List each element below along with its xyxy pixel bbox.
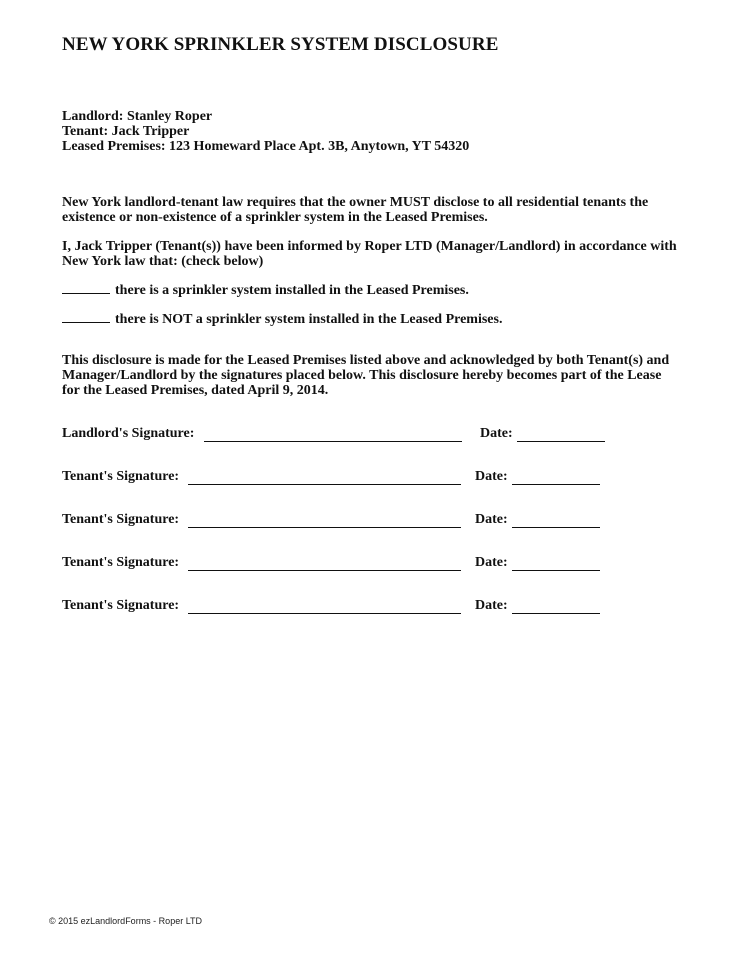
tenant-signature-row <box>62 469 622 487</box>
document-title: NEW YORK SPRINKLER SYSTEM DISCLOSURE <box>62 34 499 55</box>
tenant-signature-row <box>62 512 622 530</box>
tenant-signature-row <box>62 598 622 616</box>
signature-label: Tenant's Signature: <box>62 469 180 484</box>
disclosure-paragraph: This disclosure is made for the Leased Premises listed above and acknowledged by both Tenant(s) and Manager/Landlord by the signatures placed below. This disclosure hereby becomes part of the Lease for the Leased Premises, dated April 9, 2014. <box>62 353 670 398</box>
sprinkler-not-installed-option <box>62 312 502 328</box>
law-paragraph: New York landlord-tenant law requires that the owner MUST disclose to all residential tenants the existence or non-existence of a sprinkler system in the Leased Premises. <box>62 195 649 225</box>
tenant-signature-line[interactable] <box>188 613 461 614</box>
signature-label: Tenant's Signature: <box>62 555 180 570</box>
date-label: Date: <box>475 555 508 570</box>
date-label: Date: <box>480 426 513 441</box>
copyright-footer: © 2015 ezLandlordForms - Roper LTD <box>49 916 203 926</box>
parties-block <box>62 109 469 154</box>
tenant-signature-line[interactable] <box>188 527 461 528</box>
date-label: Date: <box>475 512 508 527</box>
tenant-date-line[interactable] <box>512 613 600 614</box>
tenant-date-line[interactable] <box>512 484 600 485</box>
landlord-signature-row <box>62 426 622 444</box>
date-label: Date: <box>475 469 508 484</box>
tenant-name: Tenant: Jack Tripper <box>62 124 190 139</box>
tenant-signature-row <box>62 555 622 573</box>
signature-label: Tenant's Signature: <box>62 512 180 527</box>
tenant-signature-line[interactable] <box>188 570 461 571</box>
signature-label: Landlord's Signature: <box>62 426 195 441</box>
check-blank-not-installed[interactable] <box>62 312 110 323</box>
landlord-signature-line[interactable] <box>204 441 462 442</box>
signature-label: Tenant's Signature: <box>62 598 180 613</box>
tenant-date-line[interactable] <box>512 570 600 571</box>
date-label: Date: <box>475 598 508 613</box>
informed-paragraph: I, Jack Tripper (Tenant(s)) have been informed by Roper LTD (Manager/Landlord) in accordance with New York law that: (check below) <box>62 239 677 269</box>
check-blank-installed[interactable] <box>62 283 110 294</box>
option-installed-text: there is a sprinkler system installed in the Leased Premises. <box>115 283 469 298</box>
leased-premises: Leased Premises: 123 Homeward Place Apt. 3B, Anytown, YT 54320 <box>62 139 470 154</box>
sprinkler-installed-option <box>62 283 469 299</box>
option-not-installed-text: there is NOT a sprinkler system installed in the Leased Premises. <box>115 312 503 327</box>
tenant-date-line[interactable] <box>512 527 600 528</box>
landlord-name: Landlord: Stanley Roper <box>62 109 213 124</box>
landlord-date-line[interactable] <box>517 441 605 442</box>
tenant-signature-line[interactable] <box>188 484 461 485</box>
